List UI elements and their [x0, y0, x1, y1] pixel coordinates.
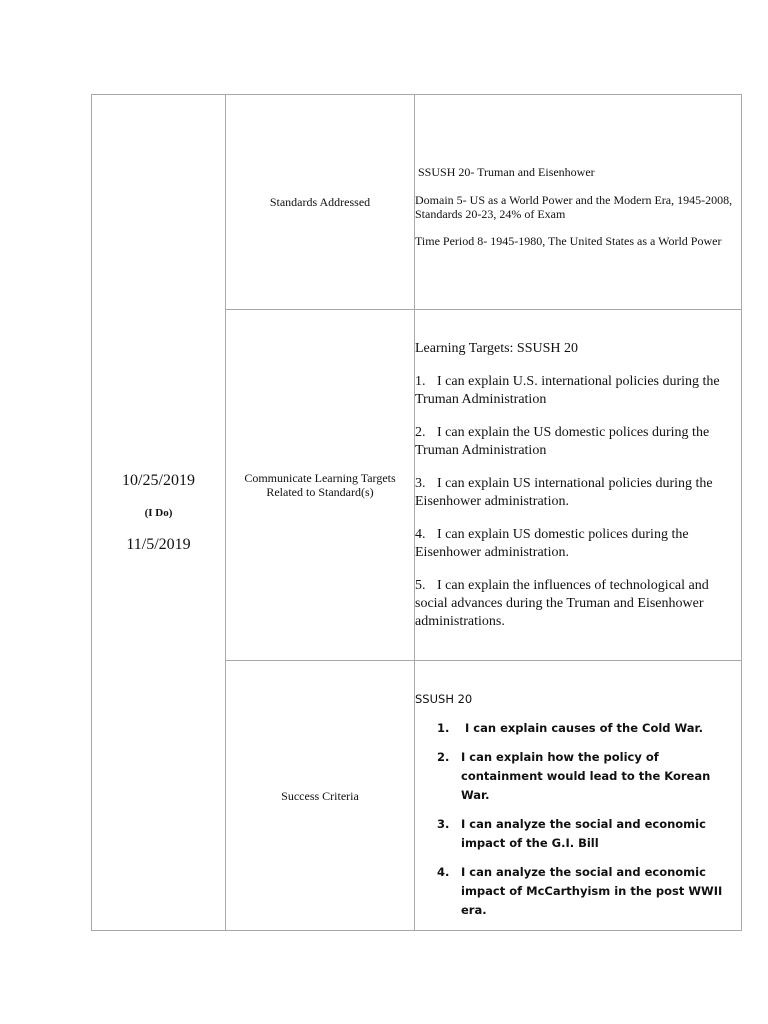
criteria-number: 2.	[437, 750, 450, 764]
lesson-plan-table	[91, 94, 742, 931]
standard-period: Time Period 8- 1945-1980, The United States as a World Power	[415, 233, 722, 248]
start-date: 10/25/2019	[122, 471, 195, 489]
standards-content	[415, 95, 742, 310]
criteria-number: 3.	[437, 817, 450, 831]
criteria-item	[415, 719, 741, 738]
target-item	[415, 475, 741, 511]
target-text: I can explain U.S. international policies during the Truman Administration	[415, 374, 720, 407]
end-date: 11/5/2019	[126, 535, 191, 553]
instruction-mode: (I Do)	[144, 506, 173, 519]
date-cell	[92, 95, 226, 931]
target-number: 1.	[415, 374, 426, 389]
standard-domain: Domain 5- US as a World Power and the Modern Era, 1945-2008, Standards 20-23, 24% of Exam	[415, 192, 733, 221]
target-item	[415, 526, 741, 562]
targets-heading: Learning Targets: SSUSH 20	[415, 341, 578, 356]
target-number: 5.	[415, 578, 426, 593]
criteria-label: Success Criteria	[226, 661, 415, 931]
criteria-item	[415, 748, 741, 805]
target-item	[415, 373, 741, 409]
criteria-item	[415, 815, 741, 853]
target-number: 3.	[415, 476, 426, 491]
criteria-heading: SSUSH 20	[415, 692, 473, 706]
target-number: 2.	[415, 425, 426, 440]
criteria-content	[415, 661, 742, 931]
target-text: I can explain US domestic polices during the Eisenhower administration.	[415, 527, 689, 560]
target-number: 4.	[415, 527, 426, 542]
target-text: I can explain the influences of technological and social advances during the Truman and Eisenhower administrations.	[415, 578, 709, 629]
target-text: I can explain US international policies during the Eisenhower administration.	[415, 476, 713, 509]
criteria-item	[415, 863, 741, 920]
criteria-number: 1.	[437, 721, 450, 735]
standards-row	[92, 95, 742, 310]
targets-content	[415, 310, 742, 661]
standards-label: Standards Addressed	[226, 95, 415, 310]
criteria-text: I can analyze the social and economic impact of McCarthyism in the post WWII era.	[461, 865, 723, 917]
criteria-text: I can analyze the social and economic impact of the G.I. Bill	[461, 817, 706, 850]
targets-label: Communicate Learning Targets Related to Standard(s)	[226, 310, 415, 661]
target-item	[415, 424, 741, 460]
criteria-number: 4.	[437, 865, 450, 879]
standard-title: SSUSH 20- Truman and Eisenhower	[418, 164, 595, 179]
target-text: I can explain the US domestic polices during the Truman Administration	[415, 425, 710, 458]
target-item	[415, 577, 741, 631]
criteria-text: I can explain how the policy of containment would lead to the Korean War.	[461, 750, 711, 802]
criteria-text: I can explain causes of the Cold War.	[461, 721, 703, 735]
